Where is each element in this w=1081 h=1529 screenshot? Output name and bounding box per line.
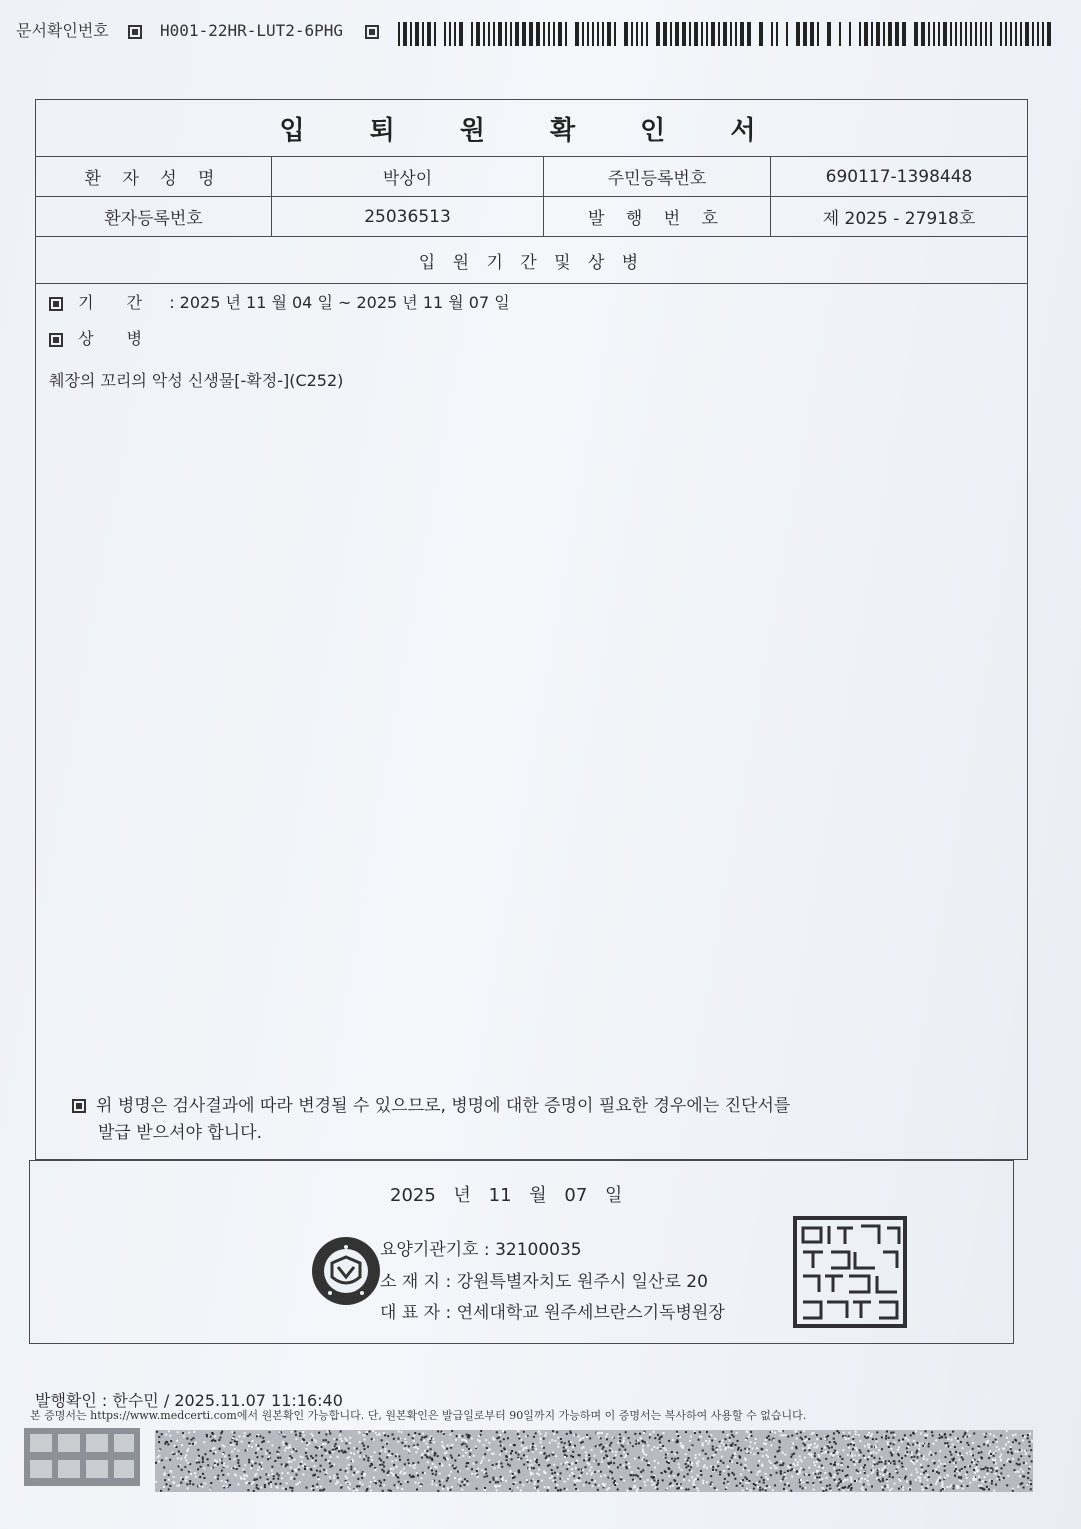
title-row bbox=[36, 100, 1027, 157]
document-form bbox=[35, 99, 1028, 1160]
section-header bbox=[36, 237, 1027, 284]
doc-check-line bbox=[16, 18, 389, 41]
issued-by: 발행확인 : 한수민 / 2025.11.07 11:16:40 bbox=[35, 1391, 343, 1410]
patient-reg-no: 25036513 bbox=[272, 197, 544, 236]
period-line bbox=[49, 290, 510, 313]
patient-name-label: 환 자 성 명 bbox=[36, 157, 272, 196]
address: 소 재 지 : 강원특별자치도 원주시 일산로 20 bbox=[380, 1272, 708, 1292]
patient-row-1 bbox=[36, 157, 1027, 197]
issue-date: 2025 년 11 월 07 일 bbox=[390, 1185, 623, 1206]
patient-reg-label: 환자등록번호 bbox=[36, 197, 272, 236]
resident-no: 690117-1398448 bbox=[825, 166, 973, 187]
checkbox-icon bbox=[365, 25, 379, 39]
notice-line-2: 발급 받으셔야 합니다. bbox=[98, 1123, 263, 1143]
diagnosis-label-line bbox=[49, 326, 156, 349]
disclaimer: 본 증명서는 https://www.medcerti.com에서 원본확인 가능합니다. 단, 원본확인은 발급일로부터 90일까지 가능하며 이 증명서는 복사하여 사용할 수 없습니다. bbox=[30, 1409, 807, 1422]
official-stamp-icon bbox=[793, 1216, 907, 1328]
representative: 대 표 자 : 연세대학교 원주세브란스기독병원장 bbox=[380, 1303, 725, 1323]
barcode bbox=[398, 22, 1053, 46]
notice bbox=[72, 1093, 972, 1147]
resident-no-label: 주민등록번호 bbox=[544, 157, 771, 196]
issuer-box bbox=[29, 1160, 1014, 1344]
section-title: 입 원 기 간 및 상 병 bbox=[418, 252, 645, 273]
patient-name: 박상이 bbox=[272, 157, 544, 196]
diagnosis-label: 상 병 bbox=[78, 329, 157, 348]
diagnosis: 췌장의 꼬리의 악성 신생물[-확정-](C252) bbox=[49, 371, 344, 390]
doc-check-number: H001-22HR-LUT2-6PHG bbox=[160, 21, 344, 40]
institution-code: 요양기관기호 : 32100035 bbox=[380, 1240, 582, 1260]
security-pattern bbox=[155, 1430, 1033, 1492]
checkbox-icon bbox=[49, 333, 63, 347]
period-label: 기 간 bbox=[78, 293, 157, 312]
university-seal-icon bbox=[310, 1235, 382, 1307]
period-value: : 2025 년 11 월 04 일 ~ 2025 년 11 월 07 일 bbox=[169, 293, 510, 312]
document-title: 입 퇴 원 확 인 서 bbox=[279, 115, 784, 146]
notice-line-1: 위 병명은 검사결과에 따라 변경될 수 있으므로, 병명에 대한 증명이 필요한 경우에는 진단서를 bbox=[96, 1096, 791, 1116]
checkbox-icon bbox=[72, 1099, 86, 1113]
doc-check-label: 문서확인번호 bbox=[16, 21, 109, 40]
issue-no: 제 2025 - 27918호 bbox=[822, 209, 976, 229]
patient-row-2 bbox=[36, 197, 1027, 237]
checkbox-icon bbox=[49, 297, 63, 311]
original-watermark-icon bbox=[24, 1428, 140, 1486]
issue-no-label: 발 행 번 호 bbox=[544, 197, 771, 236]
checkbox-icon bbox=[128, 25, 142, 39]
